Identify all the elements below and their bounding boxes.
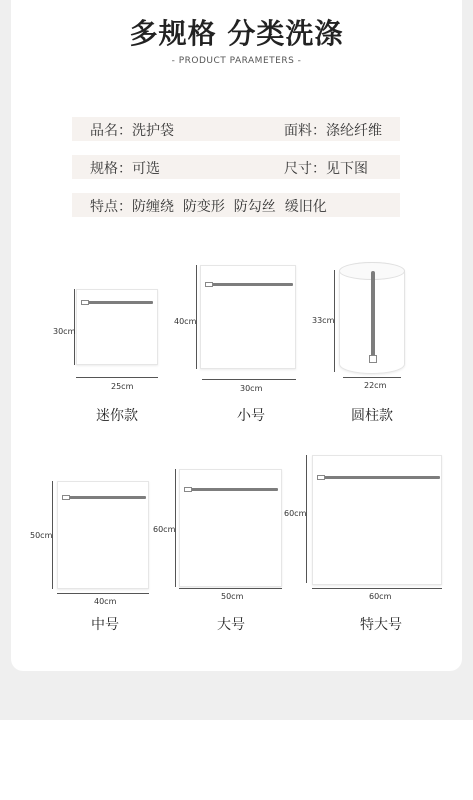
height-label: 33cm [312,316,335,325]
width-label: 25cm [111,382,134,391]
width-line [343,377,401,378]
page-subtitle: - PRODUCT PARAMETERS - [171,56,302,66]
bag-name: 中号 [91,617,119,633]
param-spec: 规格：可选 [90,161,160,177]
bag-name: 迷你款 [96,408,138,424]
width-label: 50cm [221,592,244,601]
height-label: 40cm [174,317,197,326]
bag-name: 圆柱款 [351,408,393,424]
bag-image [312,455,442,585]
param-product-name: 品名：洗护袋 [90,123,174,139]
height-line [306,455,307,583]
page-title: 多规格 分类洗涤 [129,17,344,50]
zipper [371,271,375,359]
bag-name: 大号 [217,617,245,633]
zipper [66,496,146,499]
param-row-features [72,193,400,217]
width-line [76,377,158,378]
zipper-pull [62,495,70,500]
zipper-pull [205,282,213,287]
width-line [312,588,442,589]
bag-name: 小号 [237,408,265,424]
param-fabric: 面料：涤纶纤维 [284,123,382,139]
param-row-spec [72,155,400,179]
bag-name: 特大号 [360,617,402,633]
height-label: 60cm [284,509,307,518]
height-label: 30cm [53,327,76,336]
width-line [179,588,282,589]
width-line [57,593,149,594]
zipper-pull [184,487,192,492]
param-features: 特点：防缠绕 防变形 防勾丝 缓旧化 [90,199,327,215]
zipper [322,476,440,479]
zipper-pull [369,355,377,363]
width-label: 60cm [369,592,392,601]
bag-image [200,265,296,369]
zipper [188,488,278,491]
zipper-pull [317,475,325,480]
zipper-pull [81,300,89,305]
height-label: 60cm [153,525,176,534]
bag-image [179,469,282,587]
zipper [209,283,293,286]
width-label: 40cm [94,597,117,606]
width-label: 30cm [240,384,263,393]
zipper [85,301,153,304]
param-size: 尺寸：见下图 [284,161,368,177]
width-label: 22cm [364,381,387,390]
height-label: 50cm [30,531,53,540]
param-row-name [72,117,400,141]
width-line [202,379,296,380]
